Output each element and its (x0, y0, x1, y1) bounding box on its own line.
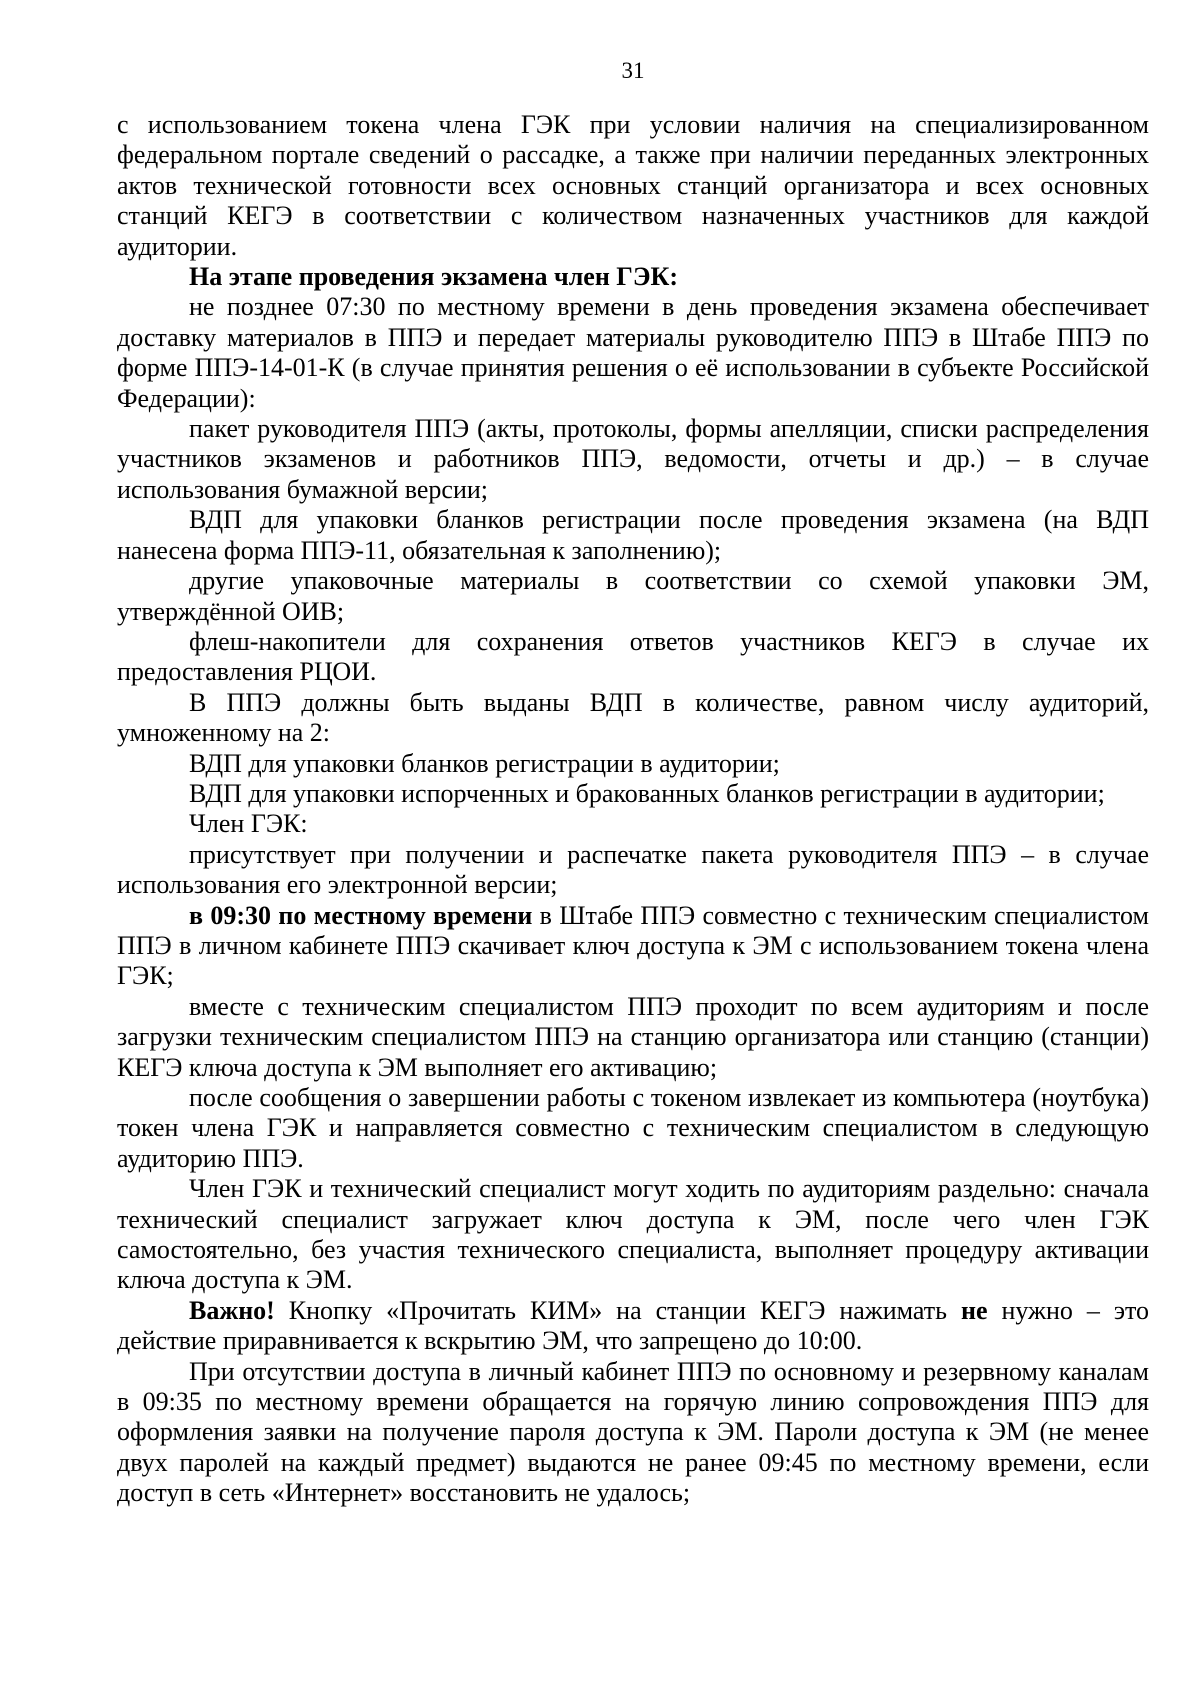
text-run: Член ГЭК и технический специалист могут ходить по аудиториям раздельно: сначала технический специалист загружает ключ доступа к ЭМ, после чего член ГЭК самостоятельно, без участия технического специалиста, выполняет процедуру активации ключа доступа к ЭМ. (117, 1174, 1149, 1295)
text-run: пакет руководителя ППЭ (акты, протоколы, формы апелляции, списки распределения участников экзаменов и работников ППЭ, ведомости, отчеты и др.) – в случае использования бумажной версии; (117, 414, 1149, 504)
text-run: после сообщения о завершении работы с токеном извлекает из компьютера (ноутбука) токен члена ГЭК и направляется совместно с техническим специалистом в следующую аудиторию ППЭ. (117, 1083, 1149, 1173)
document-page (117, 52, 1149, 1509)
paragraph (117, 110, 1149, 262)
paragraph (117, 1357, 1149, 1509)
text-run: В ППЭ должны быть выданы ВДП в количестве, равном числу аудиторий, умноженному на 2: (117, 687, 1149, 748)
paragraph (117, 1174, 1149, 1296)
paragraph (117, 627, 1149, 688)
paragraph (117, 840, 1149, 901)
page-number: 31 (621, 58, 645, 83)
text-run: флеш-накопители для сохранения ответов участников КЕГЭ в случае их предоставления РЦОИ. (117, 626, 1149, 687)
text-run: с использованием токена члена ГЭК при условии наличия на специализированном федеральном портале сведений о рассадке, а также при наличии переданных электронных актов технической готовности всех основных станций организатора и всех основных станций КЕГЭ в соответствии с количеством назначенных участников для каждой аудитории. (117, 110, 1149, 261)
paragraph (117, 1083, 1149, 1174)
text-run: вместе с техническим специалистом ППЭ проходит по всем аудиториям и после загрузки техническим специалистом ППЭ на станцию организатора или станцию (станции) КЕГЭ ключа доступа к ЭМ выполняет его активацию; (117, 991, 1149, 1082)
bold-text: в 09:30 по местному времени (189, 900, 533, 930)
text-run: в Штабе ППЭ совместно с техническим специалистом ППЭ в личном кабинете ППЭ скачивает ключ доступа к ЭМ с использованием токена члена ГЭК; (117, 900, 1149, 991)
paragraph (117, 901, 1149, 992)
paragraph (117, 749, 1149, 779)
text-run: другие упаковочные материалы в соответствии со схемой упаковки ЭМ, утверждённой ОИВ; (117, 566, 1149, 626)
paragraph (117, 688, 1149, 749)
paragraph (117, 1296, 1149, 1357)
document-body (117, 110, 1149, 1509)
paragraph (117, 262, 1149, 292)
paragraph (117, 566, 1149, 627)
text-run: присутствует при получении и распечатке пакета руководителя ППЭ – в случае использования его электронной версии; (117, 839, 1149, 900)
text-run: ВДП для упаковки испорченных и бракованных бланков регистрации в аудитории; (189, 778, 1105, 808)
paragraph (117, 809, 1149, 839)
text-run: не позднее 07:30 по местному времени в день проведения экзамена обеспечивает доставку материалов в ППЭ и передает материалы руководителю ППЭ в Штабе ППЭ по форме ППЭ-14-01-К (в случае принятия решения о её использовании в субъекте Российской Федерации): (117, 292, 1149, 413)
bold-text: Важно! (189, 1295, 275, 1325)
text-run: Член ГЭК: (189, 809, 308, 839)
text-run: ВДП для упаковки бланков регистрации в аудитории; (189, 748, 780, 778)
text-run: Кнопку «Прочитать КИМ» на станции КЕГЭ нажимать (274, 1295, 961, 1325)
text-run: ВДП для упаковки бланков регистрации после проведения экзамена (на ВДП нанесена форма ППЭ-11, обязательная к заполнению); (117, 505, 1149, 565)
bold-text: не (960, 1295, 988, 1325)
paragraph (117, 292, 1149, 414)
bold-text: На этапе проведения экзамена член ГЭК: (189, 262, 678, 292)
paragraph (117, 505, 1149, 566)
paragraph (117, 779, 1149, 809)
paragraph (117, 992, 1149, 1083)
paragraph (117, 414, 1149, 505)
text-run: нужно – это действие приравнивается к вскрытию ЭМ, что запрещено до 10:00. (117, 1295, 1149, 1356)
text-run: При отсутствии доступа в личный кабинет ППЭ по основному и резервному каналам в 09:35 по местному времени обращается на горячую линию сопровождения ППЭ для оформления заявки на получение пароля доступа к ЭМ. Пароли доступа к ЭМ (не менее двух паролей на каждый предмет) выдаются не ранее 09:45 по местному времени, если доступ в сеть «Интернет» восстановить не удалось; (117, 1356, 1149, 1508)
